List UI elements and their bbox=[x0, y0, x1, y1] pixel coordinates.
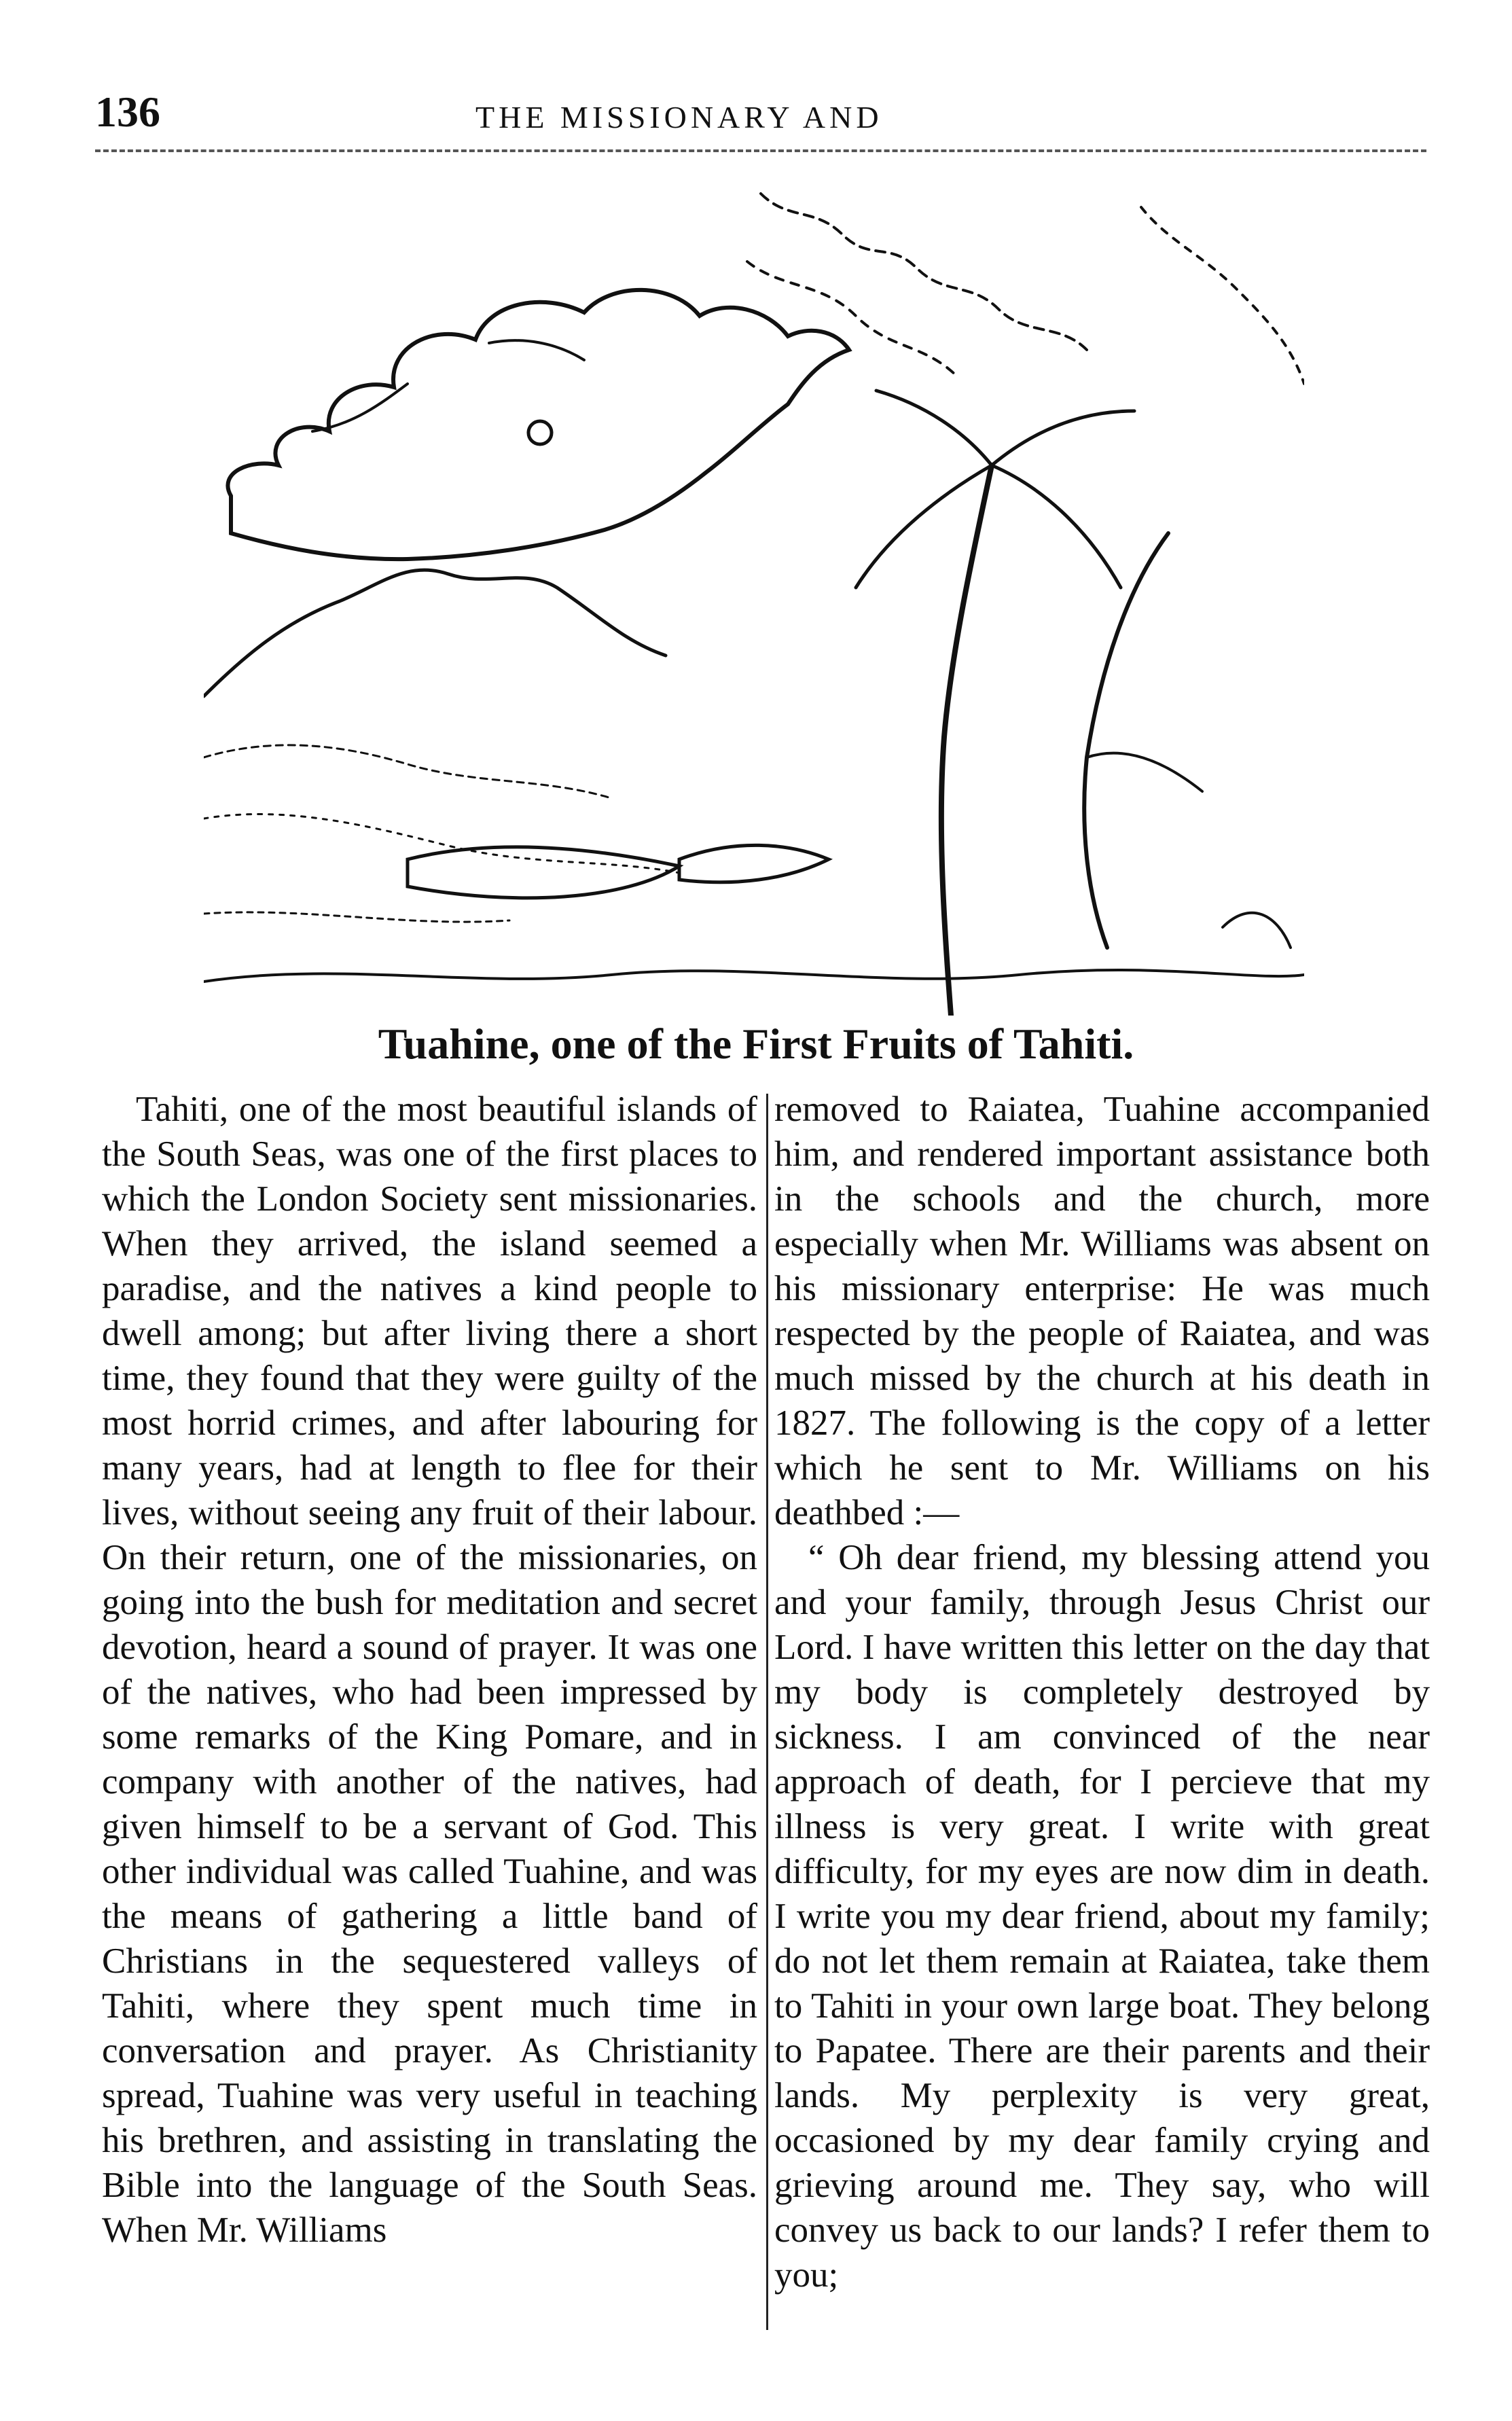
mountain-ridge bbox=[204, 570, 666, 696]
header-rule bbox=[95, 149, 1426, 152]
right-column-paragraph-2: “ Oh dear friend, my blessing attend you and your family, through Jesus Christ our Lord. I have written this letter on the day that my body is completely destroyed by sickness. I am convinced of the near approach of death, for I percieve that my illness is very great. I write with great difficulty, for my eyes are now dim in death. I write you my dear friend, about my family; do not let them remain at Raiatea, take them to Tahiti in your own large boat. They belong to Papatee. There are their parents and their lands. My perplexity is very great, occasioned by my dear family crying and grieving around me. They say, who will convey us back to our lands? I refer them to you; bbox=[774, 1538, 1430, 2295]
woodcut-landscape bbox=[204, 180, 1304, 1016]
sun bbox=[528, 421, 552, 444]
running-head: THE MISSIONARY AND bbox=[475, 100, 883, 134]
page-header bbox=[95, 87, 1426, 148]
right-column bbox=[774, 1087, 1430, 2297]
page-number: 136 bbox=[95, 88, 160, 136]
right-column-paragraph-1: removed to Raiatea, Tuahine accompanied him, and rendered important assistance both in the schools and the church, more especially when Mr. Williams was absent on his missionary enterprise: He was much respected by the people of Raiatea, and was much missed by the church at his death in 1827. The following is the copy of a letter which he sent to Mr. Williams on his deathbed :— bbox=[774, 1090, 1430, 1532]
left-column bbox=[102, 1087, 757, 2253]
cloud-outline bbox=[228, 290, 849, 559]
palm-trunk bbox=[941, 465, 992, 1016]
woodcut-illustration bbox=[204, 180, 1304, 1016]
palm-frond-large bbox=[1084, 533, 1168, 948]
column-divider bbox=[766, 1094, 768, 2330]
left-column-paragraph: Tahiti, one of the most beautiful islands of the South Seas, was one of the first places to which the London Society sent missionaries. When they arrived, the island seemed a paradise, and the natives a kind people to dwell among; but after living there a short time, they found that they were guilty of the most horrid crimes, and after labouring for many years, had at length to flee for their lives, without seeing any fruit of their labour. On their return, one of the missionaries, on going into the bush for meditation and secret devotion, heard a sound of prayer. It was one of the natives, who had been impressed by some remarks of the King Pomare, and in company with another of the natives, had given himself to be a servant of God. This other individual was called Tuahine, and was the means of gathering a little band of Christians in the sequestered valleys of Tahiti, where they spent much time in conversation and prayer. As Christianity spread, Tuahine was very useful in teaching his brethren, and assisting in translating the Bible into the language of the South Seas. When Mr. Williams bbox=[102, 1090, 757, 2250]
canoe bbox=[408, 847, 679, 898]
shoreline bbox=[204, 970, 1304, 982]
figure-caption: Tuahine, one of the First Fruits of Tahiti. bbox=[378, 1020, 1134, 1068]
